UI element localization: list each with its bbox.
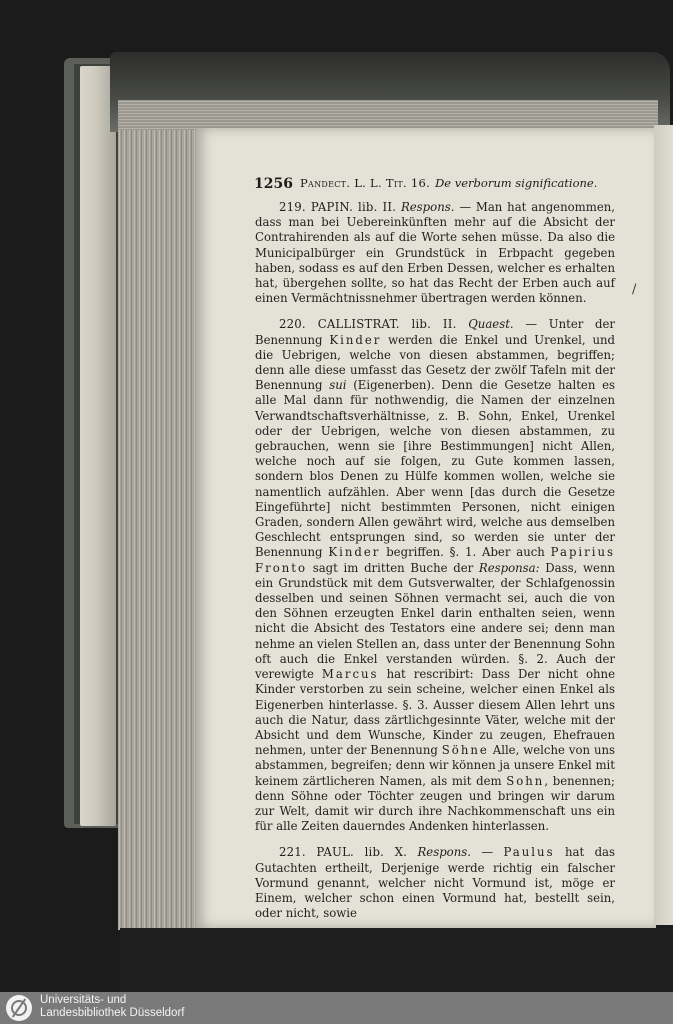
footer-bar [0, 992, 673, 1024]
paragraph-221 [255, 845, 615, 921]
para-text: Dass, wenn ein Grundstück mit dem Gutsverwalter, der Schlafgenossin desselben und seinen Söhnen vermacht sei, auch die von den Söhnen erzeugten Enkel darin enthalten seien, wenn nicht die Absicht des Testators eine andere sei; denn man nehme an vielen Stellen an, dass unter der Benennung Sohn oft auch die Enkel verstanden würden. §. 2. Auch der verewigte [255, 560, 616, 682]
paragraph-220 [255, 317, 615, 834]
para-text: hat das Gutachten ertheilt, Derjenige werde richtig ein falscher Vormund genannt, welcher nicht Vormund ist, möge er Einem, welcher schon einen Vormund hat, bestellt sein, oder nicht, sowie [255, 845, 616, 921]
book-spine-label [80, 66, 116, 826]
para-italic: Responsa: [478, 560, 540, 575]
para-text: sagt im dritten Buche der [312, 560, 474, 575]
para-spaced: Kinder [328, 545, 381, 560]
right-page-edge [654, 125, 673, 925]
para-text: — [481, 845, 494, 860]
page-number: 1256 [254, 176, 293, 192]
para-text: werden die Enkel und Urenkel, und die Uebrigen, welche von diesen abstammen, begriffen; denn alle diese umfasst das Gesetz der zwölf Tafeln mit der Benennung [255, 332, 615, 393]
para-text: Alle, welche von uns abstammen, begreifen; denn wir können ja unsere Enkel mit keinem zärtlicheren Namen, als mit dem [255, 743, 616, 788]
para-text: hat rescribirt: Dass Der nicht ohne Kinder verstorben zu sein scheine, welcher einen Enkel als Eigenerben hinterlasse. §. 3. Ausser diesem Allen lehrt uns auch die Natur, dass zärtlichgesinnte Väter, welche mit der Absicht und dem Wunsche, Kinder zu zeugen, Ehefrauen nehmen, unter der Benennung [255, 667, 616, 758]
para-lead-italic: Respons. [417, 845, 471, 860]
para-spaced: Papirius Fronto [255, 545, 616, 575]
para-spaced: Paulus [503, 845, 555, 860]
page-stack-left [118, 105, 200, 930]
footer-line-2: Landesbibliothek Düsseldorf [40, 1007, 185, 1019]
para-spaced: Söhne [441, 743, 489, 758]
footer-line-1: Universitäts- und [40, 994, 127, 1006]
para-lead-italic: Respons. [400, 200, 455, 214]
para-spaced: Marcus [321, 667, 379, 682]
para-lead: 221. PAUL. lib. X. [279, 845, 408, 860]
paragraph-219 [255, 200, 615, 306]
para-lead-italic: Quaest. [468, 317, 514, 332]
para-text: begriffen. §. 1. Aber auch [386, 545, 545, 560]
running-head [254, 176, 598, 192]
body-text [255, 200, 615, 932]
para-spaced: Sohn [506, 773, 545, 788]
running-subject: De verborum significatione. [435, 176, 598, 190]
para-spaced: Kinder [329, 332, 382, 347]
library-logo-icon[interactable] [6, 995, 32, 1021]
para-text: , benennen; denn Söhne oder Töchter zeugen und bringen wir darum zur Welt, damit wir durch ihre Nachkommenschaft uns ein für alle Zeiten dauerndes Andenken hinterlassen. [255, 773, 615, 834]
footer-text [40, 994, 184, 1020]
para-italic: sui [329, 378, 347, 393]
page-stack-top [118, 100, 658, 130]
running-title: Pandect. L. L. Tit. 16. [299, 176, 431, 190]
para-text: (Eigenerben). Denn die Gesetze halten es alle Mal dann für nothwendig, die Namen der einzelnen Verwandtschaftsverhältnisse, z. B. Sohn, Enkel, Urenkel oder der Uebrigen, welche von diesen abstammen, zu gebrauchen, wenn sie [ihre Bestimmungen] nicht Allen, welche noch auf sie folgen, zu Gute kommen lassen, sondern blos Denen zu Hülfe kommen wollen, welche sie namentlich aufzählen. Aber wenn [das durch die Gesetze Eingeführte] nicht bestimmten Personen, nicht einigen Graden, sondern Allen gewährt wird, welche aus demselben Geschlecht entsprungen sind, so werden sie unter der Benennung [255, 378, 615, 560]
para-lead: 219. PAPIN. lib. II. [279, 200, 397, 214]
para-lead: 220. CALLISTRAT. lib. II. [279, 317, 457, 332]
para-text: — Man hat angenommen, dass man bei Uebereinkünften mehr auf die Absicht der Contrahirenden als auf die Worte sehen müsse. Da also die Municipalbürger ein Grundstück in Erbpacht gegeben haben, sodass es auf den Erben Dessen, welcher es erhalten hat, übergehen sollte, so hat das Recht der Erben auch auf einen Vermächtnissnehmer übertragen werden können. [255, 200, 615, 306]
bottom-shadow [120, 928, 673, 992]
para-text: — Unter der Benennung [255, 317, 616, 347]
margin-mark: / [632, 282, 637, 297]
